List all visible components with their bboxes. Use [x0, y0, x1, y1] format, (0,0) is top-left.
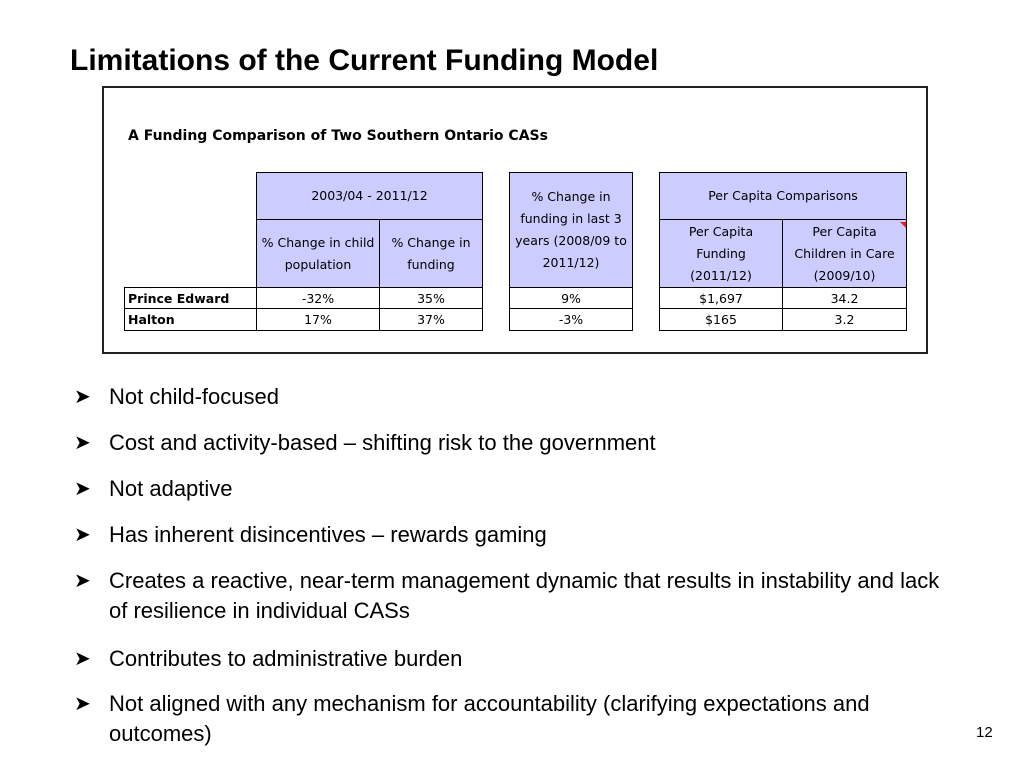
bullet-text: Not adaptive — [109, 476, 233, 501]
table-cell: $165 — [659, 308, 783, 331]
bullet-text: Not aligned with any mechanism for accountability (clarifying expectations and outcomes) — [109, 691, 870, 746]
table-cell: 37% — [379, 308, 483, 331]
slide-title: Limitations of the Current Funding Model — [70, 44, 659, 77]
figure-title: A Funding Comparison of Two Southern Ontario CASs — [128, 128, 548, 144]
group-header-per-capita: Per Capita Comparisons — [659, 172, 907, 220]
row-label: Halton — [124, 308, 257, 331]
bullet-text: Creates a reactive, near-term management dynamic that results in instability and lack of resilience in individual CASs — [109, 568, 940, 623]
bullet-text: Cost and activity-based – shifting risk to the government — [109, 430, 656, 455]
table-cell: $1,697 — [659, 287, 783, 309]
row-label: Prince Edward — [124, 287, 257, 309]
bullet-text: Contributes to administrative burden — [109, 646, 463, 671]
table-cell: -32% — [256, 287, 380, 309]
table-cell: 3.2 — [782, 308, 907, 331]
bullet-text: Not child-focused — [109, 384, 279, 409]
col-header-recent-funding-change: % Change in funding in last 3 years (2008/09 to 2011/12) — [509, 172, 633, 288]
page-number: 12 — [976, 724, 993, 741]
arrow-bullet-icon: ➤ — [74, 648, 91, 670]
bullet-text: Has inherent disincentives – rewards gaming — [109, 522, 547, 547]
arrow-bullet-icon: ➤ — [74, 524, 91, 546]
arrow-bullet-icon: ➤ — [74, 432, 91, 454]
col-header-per-capita-children: Per Capita Children in Care (2009/10) — [782, 219, 907, 288]
col-header-child-population: % Change in child population — [256, 219, 380, 288]
table-cell: 17% — [256, 308, 380, 331]
col-header-funding-change: % Change in funding — [379, 219, 483, 288]
group-header-period: 2003/04 - 2011/12 — [256, 172, 483, 220]
arrow-bullet-icon: ➤ — [74, 570, 91, 592]
table-cell: 9% — [509, 287, 633, 309]
table-cell: 34.2 — [782, 287, 907, 309]
table-cell: 35% — [379, 287, 483, 309]
arrow-bullet-icon: ➤ — [74, 386, 91, 408]
arrow-bullet-icon: ➤ — [74, 478, 91, 500]
arrow-bullet-icon: ➤ — [74, 693, 91, 715]
comment-marker-icon — [900, 222, 906, 228]
table-cell: -3% — [509, 308, 633, 331]
col-header-per-capita-funding: Per Capita Funding (2011/12) — [659, 219, 783, 288]
